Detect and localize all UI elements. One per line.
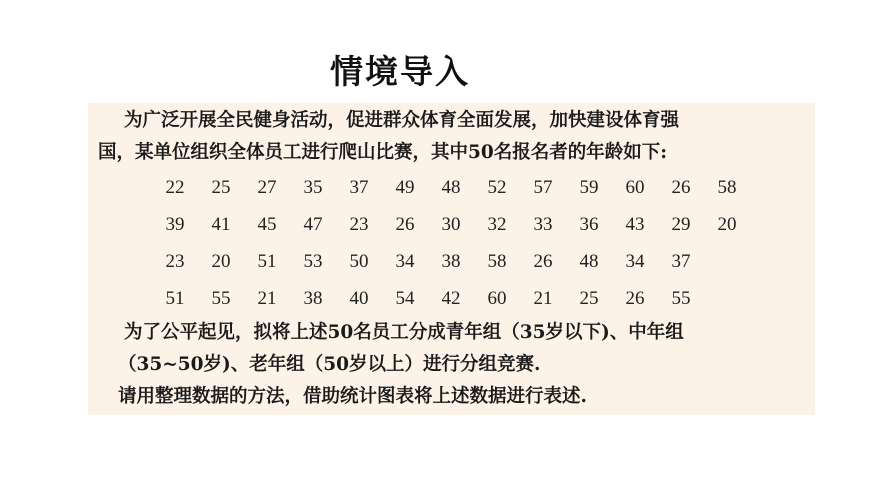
age-value: 48 [441,176,461,198]
age-value: 33 [533,213,553,235]
age-value: 36 [579,213,599,235]
age-value: 41 [211,213,231,235]
age-value: 26 [533,250,553,272]
age-value: 23 [165,250,185,272]
intro-line-1: 为广泛开展全民健身活动，促进群众体育全面发展，加快建设体育强 [124,110,680,131]
grouping-paragraph [88,317,815,381]
age-value: 52 [487,176,507,198]
ages-row [152,280,772,317]
intro-line-2: 国，某单位组织全体员工进行爬山比赛，其中50名报名者的年龄如下: [98,142,668,163]
age-value: 57 [533,176,553,198]
age-value: 21 [257,287,277,309]
age-value: 35 [303,176,323,198]
age-value: 37 [671,250,691,272]
task-line: 请用整理数据的方法，借助统计图表将上述数据进行表述. [118,386,587,407]
age-value: 37 [349,176,369,198]
age-value: 38 [303,287,323,309]
age-value: 40 [349,287,369,309]
age-value: 48 [579,250,599,272]
age-value: 32 [487,213,507,235]
grouping-line-2: （35~50岁)、老年组（50岁以上）进行分组竞赛. [118,354,541,375]
age-value: 51 [165,287,185,309]
age-value: 21 [533,287,553,309]
age-value: 26 [395,213,415,235]
age-value: 60 [625,176,645,198]
age-value: 29 [671,213,691,235]
ages-grid [152,169,772,317]
age-value: 20 [211,250,231,272]
age-value: 47 [303,213,323,235]
age-value: 26 [625,287,645,309]
age-value: 55 [211,287,231,309]
age-value: 23 [349,213,369,235]
age-value: 34 [395,250,415,272]
age-value: 20 [717,213,737,235]
ages-row [152,243,772,280]
age-value: 49 [395,176,415,198]
age-value: 25 [211,176,231,198]
age-value: 53 [303,250,323,272]
age-value: 38 [441,250,461,272]
page-title: 情境导入 [330,52,470,91]
ages-row [152,169,772,206]
age-value: 58 [487,250,507,272]
age-value: 27 [257,176,277,198]
age-value: 51 [257,250,277,272]
problem-panel [88,103,815,415]
age-value: 59 [579,176,599,198]
age-value: 55 [671,287,691,309]
age-value: 54 [395,287,415,309]
age-value: 22 [165,176,185,198]
age-value: 42 [441,287,461,309]
age-value: 26 [671,176,691,198]
task-paragraph [88,381,815,413]
age-value: 60 [487,287,507,309]
intro-paragraph [88,105,815,169]
age-value: 25 [579,287,599,309]
age-value: 30 [441,213,461,235]
age-value: 45 [257,213,277,235]
age-value: 50 [349,250,369,272]
age-value: 43 [625,213,645,235]
grouping-line-1: 为了公平起见，拟将上述50名员工分成青年组（35岁以下)、中年组 [124,322,684,343]
age-value: 58 [717,176,737,198]
ages-row [152,206,772,243]
age-value: 34 [625,250,645,272]
age-value: 39 [165,213,185,235]
